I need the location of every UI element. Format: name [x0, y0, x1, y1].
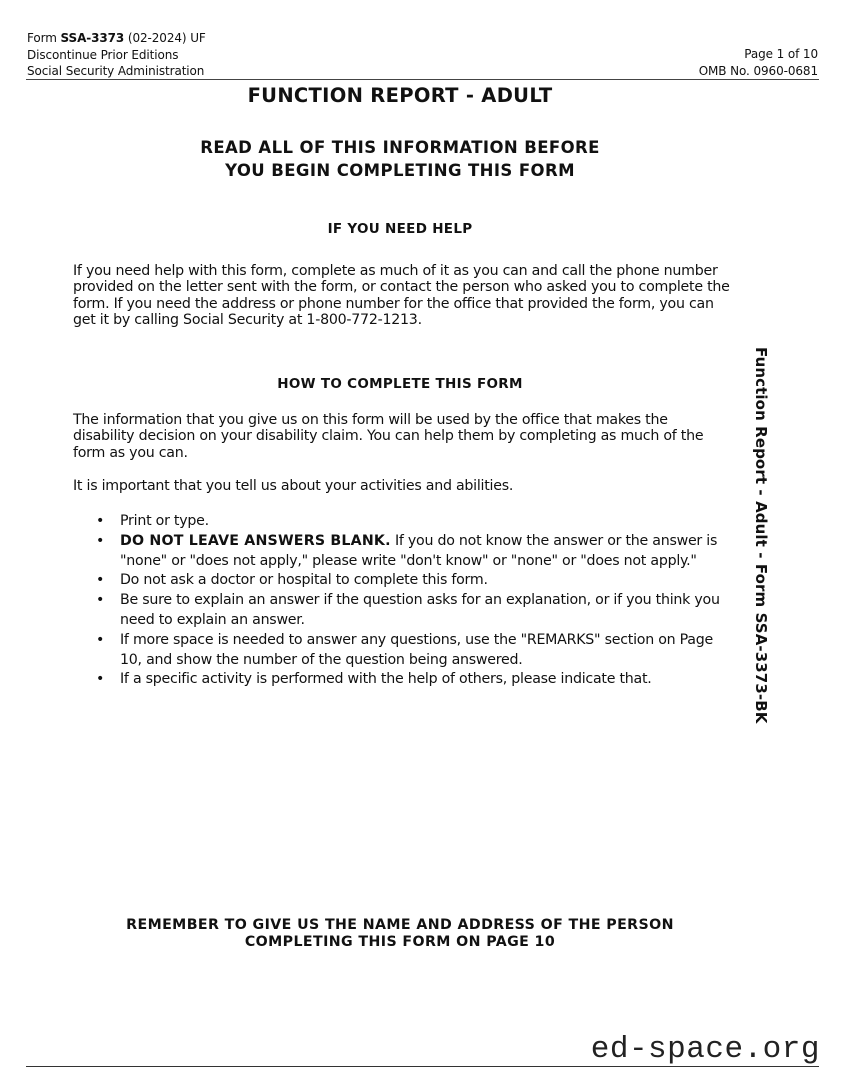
emphasis-text: DO NOT LEAVE ANSWERS BLANK. — [120, 532, 391, 549]
form-header-left — [27, 30, 206, 80]
list-item: • If a specific activity is performed with the help of others, please indicate that. — [93, 670, 733, 690]
list-item: • Be sure to explain an answer if the question asks for an explanation, or if you think you need to explain an answer. — [96, 592, 720, 628]
page-title: FUNCTION REPORT - ADULT — [247, 84, 553, 107]
footer-divider — [26, 1066, 819, 1067]
vertical-form-label: Function Report - Adult - Form SSA-3373-BK — [752, 347, 770, 724]
form-number: SSA-3373 — [60, 31, 125, 45]
read-all-notice: READ ALL OF THIS INFORMATION BEFORE YOU BEGIN COMPLETING THIS FORM — [200, 138, 600, 180]
form-id: Form SSA-3373 (02-2024) UF — [27, 31, 206, 45]
list-item: • Do not ask a doctor or hospital to complete this form. — [93, 571, 733, 591]
how-to-heading: HOW TO COMPLETE THIS FORM — [277, 376, 523, 392]
bullet-icon: • — [96, 532, 105, 549]
bullet-icon: • — [96, 631, 105, 648]
bullet-icon: • — [96, 671, 105, 688]
help-paragraph: If you need help with this form, complete as much of it as you can and call the phone number provided on the letter sent with the form, or contact the person who asked you to complete the form. If you need the address or phone number for the office that provided the form, you can get it by calling Social Security at 1-800-772-1213. — [73, 263, 730, 328]
bullet-icon: • — [96, 592, 105, 609]
header-divider — [26, 79, 819, 80]
bullet-icon: • — [96, 572, 105, 589]
list-item: • If more space is needed to answer any questions, use the "REMARKS" section on Page 10, and show the number of the question being answered. — [96, 631, 713, 668]
discontinue-note: Discontinue Prior Editions — [27, 47, 179, 62]
list-item: • Print or type. — [93, 512, 733, 532]
omb-number: OMB No. 0960-0681 — [698, 63, 818, 78]
bullet-icon: • — [96, 513, 105, 529]
how-to-paragraph: The information that you give us on this form will be used by the office that makes the disability decision on your disability claim. You can help them by completing as much of the form as you can. — [73, 412, 704, 461]
watermark: ed-space.org — [590, 1032, 820, 1067]
page-number: Page 1 of 10 — [744, 47, 818, 61]
help-heading: IF YOU NEED HELP — [327, 221, 473, 237]
agency-name: Social Security Administration — [27, 64, 205, 78]
remember-notice: REMEMBER TO GIVE US THE NAME AND ADDRESS OF THE PERSON COMPLETING THIS FORM ON PAGE 10 — [126, 917, 674, 950]
list-item: • DO NOT LEAVE ANSWERS BLANK. If you do not know the answer or the answer is "none" or "does not apply," please write "don't know" or "none" or "does not apply." — [96, 532, 718, 569]
form-header-right — [699, 46, 818, 79]
importance-paragraph: It is important that you tell us about your activities and abilities. — [73, 478, 514, 494]
instructions-list — [93, 512, 733, 690]
